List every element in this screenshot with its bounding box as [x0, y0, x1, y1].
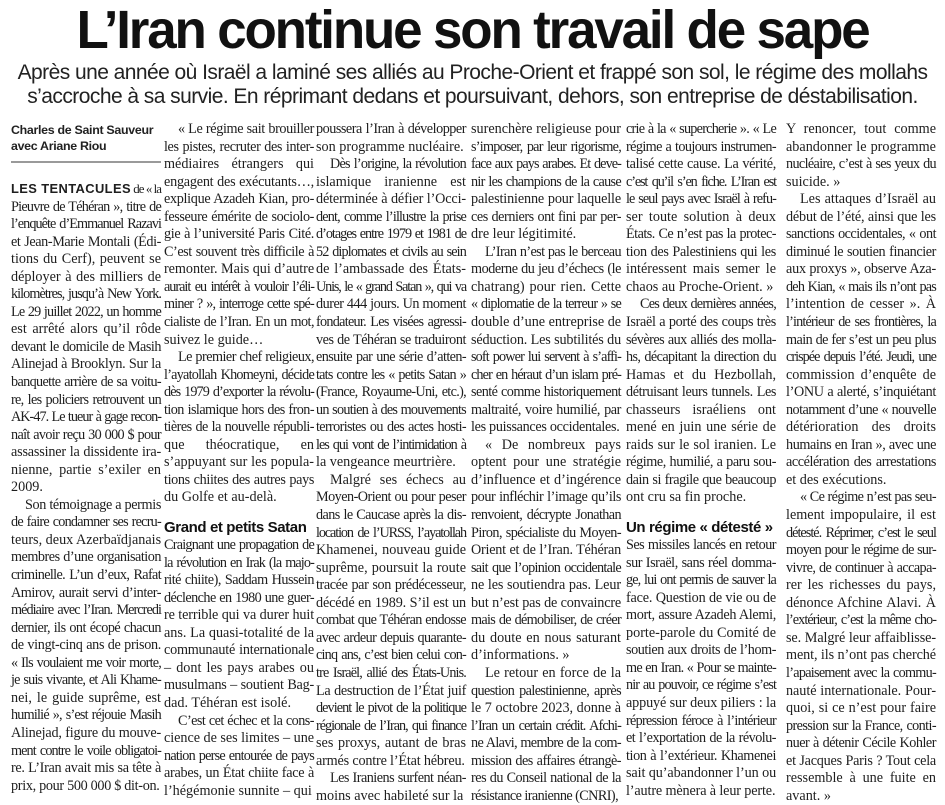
paragraph — [164, 713, 314, 801]
text-line: le seul pays avec Israël à refu- — [626, 191, 776, 208]
text-line: hs, décapitant la direction du — [626, 349, 776, 366]
text-line: arabes, un État chiite face à — [164, 765, 314, 782]
text-line: nuer à détenir Cécile Kohler — [786, 735, 936, 752]
text-line: Alinejad, figure du mouve- — [11, 724, 161, 741]
text-line: détesté. Réprimer, c’est le seul — [786, 524, 936, 541]
text-line: Khamenei, nouveau guide — [316, 542, 466, 559]
text-line: Le retour en force de la — [485, 664, 621, 681]
text-line: régime a toujours instrumen- — [626, 138, 776, 155]
text-line: Craignant une propagation de — [164, 537, 314, 554]
text-line: dernier, ils ont écopé chacun — [11, 619, 161, 636]
text-line: sait que l’opinion occidentale — [471, 559, 621, 576]
text-line: Son témoignage a permis — [25, 496, 161, 513]
text-line: répression féroce à l’intérieur — [626, 712, 776, 729]
text-line: dénonce Afchine Alavi. À — [786, 594, 936, 611]
text-line: l’ayatollah Khomeyni, décide — [164, 366, 314, 383]
text-line: renvoient, décrypte Jonathan — [471, 507, 621, 524]
text-line: et l’exportation de la révolu- — [626, 730, 776, 747]
text-line: dans le Caucase après la dis- — [316, 507, 466, 524]
text-line: double d’une entreprise de — [471, 314, 621, 331]
text-line: C’est souvent très difficile à — [164, 243, 314, 260]
column-1 — [11, 112, 162, 794]
text-line: diminué le soutien financier — [786, 243, 936, 260]
text-line: porte-parole du Comité de — [626, 624, 776, 641]
text-line: aux proxys », observe Aza- — [786, 261, 936, 278]
text-line: régionale de l’Iran, qui finance — [316, 717, 466, 734]
text-line: rer les richesses du pays, — [786, 577, 936, 594]
text-line: res du Conseil national de la — [471, 770, 621, 787]
text-line: États. Ce n’est pas la protec- — [626, 226, 776, 243]
text-line: pour infléchir l’image qu’ils — [471, 489, 621, 506]
text-line: rité chiite), Saddam Hussein — [164, 572, 314, 589]
text-line: Moyen-Orient ou pour peser — [316, 489, 466, 506]
text-line: intéressent mais semer le — [626, 261, 776, 278]
text-line: nauté internationale. Pour- — [786, 682, 936, 699]
text-line: détruisant leurs tunnels. Les — [626, 384, 776, 401]
text-line: Ses missiles lancés en retour — [626, 537, 776, 554]
text-line: tières de la nouvelle républi- — [164, 419, 314, 436]
text-line: Les attaques d’Israël au — [800, 191, 936, 208]
text-line: Le 29 juillet 2022, un homme — [11, 303, 161, 320]
text-line: l’intention de cesser ». À — [786, 296, 936, 313]
paragraph — [471, 121, 621, 244]
paragraph — [471, 437, 621, 665]
text-line: c’est qu’il s’en fiche. L’Iran est — [626, 173, 776, 190]
text-line: se. Malgré leur affaiblisse- — [786, 629, 936, 646]
text-line: sanctions occidentales, « ont — [786, 226, 936, 243]
text-line: abandonner le programme — [786, 138, 936, 155]
text-line: « diplomatie de la terreur » se — [471, 296, 621, 313]
text-line: ne les soutiendra pas. Leur — [471, 577, 621, 594]
text-line: mort, assure Azadeh Alemi, — [626, 607, 776, 624]
text-line: face aux pays arabes. Et deve- — [471, 156, 621, 173]
text-line: l’ONU a alerté, s’inquiétant — [786, 384, 936, 401]
text-line: optent pour une stratégie — [471, 454, 621, 471]
text-line: médiaire avec l’Iran. Mercredi — [11, 602, 161, 619]
text-line: s’imposer, par leur rigorisme, — [471, 138, 621, 155]
text-line: le 7 octobre 2023, donne à — [471, 700, 621, 717]
text-line: dad. Téhéran est isolé. — [164, 694, 291, 711]
text-line: raids sur le sol iranien. Le — [626, 436, 776, 453]
text-line: membres d’une organisation — [11, 549, 161, 566]
text-line: les pistes, recruter des inter- — [164, 138, 314, 155]
text-line: nir les champions de la cause — [471, 173, 621, 190]
paragraph — [316, 156, 466, 472]
paragraph — [11, 497, 161, 795]
text-line: tion islamique hors des fron- — [164, 401, 314, 418]
text-line: l’extérieur, c’est la même cho- — [786, 612, 936, 629]
text-line: durer 444 jours. Un moment — [316, 296, 466, 313]
text-line: les qui vont de l’intimidation à — [316, 436, 466, 453]
text-line: Piron, spécialiste du Moyen- — [471, 524, 621, 541]
text-line: cinq ans, c’est bien celui con- — [316, 647, 466, 664]
byline — [11, 122, 161, 154]
text-line: 2009. — [11, 479, 43, 496]
text-line: humilié », s’est réjouie Masih — [11, 707, 161, 724]
text-line: mais de démobiliser, de créer — [471, 612, 621, 629]
text-line: appuyé sur deux piliers : la — [626, 694, 776, 711]
paragraph — [164, 537, 314, 712]
text-line: remonter. Mais qui d’autre — [164, 261, 315, 278]
text-line: tats contre les « petits Satan » — [316, 366, 466, 383]
text-line: je suis vivante, et Ali Khame- — [11, 672, 161, 689]
text-line: cialiste de l’Iran. En un mot, — [164, 314, 314, 331]
text-line: dent, comme l’illustre la prise — [316, 208, 466, 225]
text-line: AK-47. Le tueur à gage recon- — [11, 409, 161, 426]
text-line: palestinienne pour laquelle — [471, 191, 621, 208]
column-2 — [164, 112, 315, 799]
text-line: L’Iran n’est pas le berceau — [485, 243, 621, 260]
text-line: Pieuvre de Téhéran », titre de — [11, 198, 161, 215]
paragraph — [471, 244, 621, 437]
text-line: médiaires étrangers qui — [164, 156, 314, 173]
paragraph — [164, 121, 314, 349]
headline: L’Iran continue son travail de sape — [76, 0, 869, 60]
text-line: dre leur légitimité. — [471, 226, 577, 243]
text-line: miner ? », interroge cette spé- — [164, 296, 314, 313]
column-3 — [316, 112, 466, 804]
text-line: criminelle. L’un d’eux, Rafat — [11, 567, 161, 584]
text-line: 52 diplomates et civils au sein — [316, 243, 466, 260]
text-line: me en Iran. « Pour se mainte- — [626, 659, 776, 676]
text-line: suivez le guide… — [164, 331, 264, 348]
text-line: cher en héraut d’un islam pré- — [471, 366, 621, 383]
text-line: gie à l’université Paris Cité. — [164, 226, 314, 243]
text-line: notamment d’une « nouvelle — [786, 401, 936, 418]
text-line: question palestinienne, après — [471, 682, 621, 699]
text-line: lement impopulaire, il est — [786, 507, 936, 524]
subheading: Un régime « détesté » — [626, 519, 773, 537]
text-line: soft power lui servent à s’affi- — [471, 349, 621, 366]
text-line: re, les policiers retrouvent un — [11, 391, 161, 408]
text-line: – dont les pays arabes ou — [164, 659, 314, 676]
text-line: communauté internationale — [164, 642, 314, 659]
column-5 — [626, 112, 777, 799]
text-line: du Golfe et au-delà. — [164, 489, 277, 506]
co-author-name: avec Ariane Riou — [11, 139, 107, 153]
text-line: tions du Cerf), peuvent se — [11, 251, 161, 268]
text-line: pression sur la France, conti- — [786, 717, 936, 734]
text-line: s’appuyant sur les popula- — [164, 454, 314, 471]
text-line: nation perse entourée de pays — [164, 747, 314, 764]
text-line: mission des affaires étrangè- — [471, 752, 621, 769]
text-line: Israël a porté des coups très — [626, 314, 776, 331]
text-line: déterminée à défier l’Occi- — [316, 191, 466, 208]
paragraph — [316, 121, 466, 156]
text-line: sur Israël, sans réel domma- — [626, 554, 776, 571]
text-line: soutien aux droits de l’hom- — [626, 642, 776, 659]
text-line: son programme nucléaire. — [316, 138, 464, 155]
text-line: « Ce régime n’est pas seu- — [800, 489, 936, 506]
text-line: cience de ses limites – une — [164, 730, 314, 747]
text-line — [11, 180, 161, 199]
text-line: d’informations. » — [471, 647, 570, 664]
column-6 — [786, 112, 936, 804]
deck-line: Après une année où Israël a laminé ses alliés au Proche-Orient et frappé son sol, le régime des mollahs — [17, 61, 928, 84]
text-line: re terrible qui va durer huit — [164, 607, 314, 624]
text-line: face. Question de vie ou de — [626, 589, 776, 606]
text-line: moderne du jeu d’échecs (le — [471, 261, 621, 278]
text-line: séduction. Les subtilités du — [471, 331, 621, 348]
text-line: surenchère religieuse pour — [471, 121, 621, 137]
text-line: et Jean-Marie Montali (Édi- — [11, 233, 161, 250]
text-line: l’intérieur de ses frontières, la — [786, 314, 936, 331]
text-line: de faire condamner ses recru- — [11, 514, 161, 531]
text-line: avec ardeur depuis quarante- — [316, 629, 466, 646]
text-line: terroristes ou des actes hosti- — [316, 419, 466, 436]
text-line: sait qu’abandonner l’un ou — [626, 765, 777, 782]
text-line: kilomètres, jusqu’à New York. — [11, 286, 161, 303]
text-line: (France, Royaume-Uni, etc.), — [316, 384, 466, 401]
text-line: la révolution en Irak (la majo- — [164, 554, 314, 571]
text-line: résistance iranienne (CNRI), — [471, 787, 619, 804]
text-line: dain si fragile que beaucoup — [626, 471, 776, 488]
text-line: tion des Palestiniens qui les — [626, 243, 776, 260]
lead-in: LES TENTACULES — [11, 181, 131, 196]
text-line: moins avec habileté sur la — [316, 787, 464, 804]
text-line: crispée depuis l’été. Jeudi, une — [786, 349, 936, 366]
text-line: moyen pour le régime de sur- — [786, 542, 936, 559]
author-name: Charles de Saint Sauveur — [11, 123, 154, 137]
text-line: Malgré ses échecs au — [330, 471, 466, 488]
text-line: ser toute solution à deux — [626, 208, 776, 225]
text-line: main de fer s’est un peu plus — [786, 331, 936, 348]
text-line: début de l’été, ainsi que les — [786, 208, 936, 225]
text-line: ves de Téhéran se traduiront — [316, 331, 466, 348]
text-line: La destruction de l’État juif — [316, 682, 466, 699]
text-line: dès 1979 d’exporter la révolu- — [164, 384, 314, 401]
text-line: « Ils voulaient me voir morte, — [11, 654, 161, 671]
text-line: fondateur. Les visées agressi- — [316, 314, 466, 331]
text-line: but n’est pas de convaincre — [471, 594, 621, 611]
paragraph — [471, 665, 621, 805]
text-line: ses proxys, autant de bras — [316, 735, 466, 752]
text-line: l’hégémonie sunnite – qui — [164, 782, 312, 799]
text-line: talisé cette cause. La vérité, — [626, 156, 776, 173]
text-line: ensuite par une série d’atten- — [316, 349, 466, 366]
text-line: C’est cet échec et la cons- — [178, 712, 314, 729]
text-line: de vingt-cinq ans de prison. — [11, 637, 161, 654]
column-4 — [471, 112, 621, 804]
text-line: nei, le guide suprême, est — [11, 689, 161, 706]
text-line: engagent des exécutants…, — [164, 173, 314, 190]
text-line: déclenche en 1980 une guer- — [164, 589, 314, 606]
text-line: d’otages entre 1979 et 1981 de — [316, 226, 466, 243]
text-line: ment contre le voile obligatoi- — [11, 742, 161, 759]
text-line: accélération des arrestations — [786, 454, 936, 471]
text-line: suprême, poursuit la route — [316, 559, 466, 576]
deck-line: s’accroche à sa survie. En réprimant dedans et poursuivant, dehors, son entreprise de déstabilisation. — [27, 84, 918, 108]
text-line: aurait eu intérêt à vouloir l’éli- — [164, 278, 314, 295]
text-line: est arrêté alors qu’il rôde — [11, 321, 161, 338]
text-line: sévères aux alliés des molla- — [626, 331, 776, 348]
text-line: musulmans – soutient Bag- — [164, 677, 314, 694]
text-line: ge, lui ont permis de sauver la — [626, 572, 776, 589]
text-line: d’influence et d’ingérence — [471, 471, 621, 488]
text-line: tracée par son prédécesseur, — [316, 577, 466, 594]
text-line: Y renoncer, tout comme — [786, 121, 936, 137]
text-line: re. L’Iran avait mis sa tête à — [11, 760, 161, 777]
paragraph — [164, 349, 314, 507]
text-line: ressemble à une fuite en — [786, 770, 936, 787]
text-line: islamique iranienne est — [316, 173, 466, 190]
text-line: Ces deux dernières années, — [640, 296, 776, 313]
paragraph — [786, 121, 936, 191]
text-line: vivre, de continuer à accapa- — [786, 559, 936, 576]
text-line: tre Israël, allié des États-Unis. — [316, 664, 466, 681]
text-line: ces derniers ont fini par per- — [471, 208, 621, 225]
text-line: explique Azadeh Kian, pro- — [164, 191, 314, 208]
text-line: et des exécutions. — [786, 471, 887, 488]
text-line: Dès l’origine, la révolution — [330, 156, 466, 173]
text-line: quoi, si ce n’est pour faire — [786, 700, 936, 717]
text-line: avant. » — [786, 787, 831, 804]
text-line: Alinejad à Brooklyn. Sur la — [11, 356, 161, 373]
text-line: Les Iraniens surfent néan- — [330, 770, 466, 787]
text-line: chatrang) pour rien. Cette — [471, 278, 621, 295]
paragraph — [316, 770, 466, 805]
text-line: l’apaisement avec la commu- — [786, 664, 936, 681]
text-line: un soutien à des mouvements — [316, 401, 466, 418]
paragraph — [626, 121, 776, 296]
text-line: banquette arrière de sa voitu- — [11, 374, 161, 391]
paragraph — [626, 537, 776, 800]
text-line: tion à l’extérieur. Khamenei — [626, 747, 776, 764]
text-line: maltraité, voire humilié, par — [471, 401, 621, 418]
text-line: crie à la « supercherie ». « Le — [626, 121, 776, 137]
text-line: fesseure émérite de sociolo- — [164, 208, 314, 225]
text-line: chasseurs israéliens ont — [626, 401, 776, 418]
lead-in-continuation: de « la — [130, 182, 162, 196]
text-line: tions chiites des autres pays — [164, 471, 314, 488]
text-line: ont cru sa fin proche. — [626, 489, 747, 506]
text-line: l’Iran un certain crédit. Afchi- — [471, 717, 621, 734]
paragraph — [786, 191, 936, 489]
text-line: « De nombreux pays — [485, 436, 621, 453]
paragraph — [786, 489, 936, 805]
subheading: Grand et petits Satan — [164, 519, 307, 537]
text-line: la vengeance meurtrière. — [316, 454, 456, 471]
text-line: assassiner la dissidente ira- — [11, 444, 161, 461]
byline-rule — [11, 161, 161, 163]
text-line: devient le pivot de la politique — [316, 700, 466, 717]
text-line: naît avoir reçu 30 000 $ pour — [11, 426, 161, 443]
text-line: Le premier chef religieux, — [178, 349, 314, 366]
text-line: ment, ils n’ont pas cherché — [786, 647, 936, 664]
text-line: chaos au Proche-Orient. » — [626, 278, 774, 295]
text-line: senté comme historiquement — [471, 384, 621, 401]
text-line: nir au pouvoir, ce régime s’est — [626, 677, 776, 694]
text-line: Amirov, aurait servi d’inter- — [11, 584, 161, 601]
text-line: l’enquête d’Emmanuel Razavi — [11, 216, 161, 233]
text-line: prix, pour 500 000 $ dit-on. — [11, 777, 160, 794]
text-line: nucléaire, c’est à ses yeux du — [786, 156, 936, 173]
text-line: devant le domicile de Masih — [11, 338, 161, 355]
paragraph — [316, 472, 466, 770]
paragraph — [626, 296, 776, 507]
text-line: déployer à des milliers de — [11, 268, 161, 285]
text-line: mené en juin une série de — [626, 419, 776, 436]
text-line: teurs, deux Azerbaïdjanais — [11, 531, 162, 548]
text-line: l’autre mènera à leur perte. — [626, 782, 776, 799]
text-line: Orient et de l’Iran. Téhéran — [471, 542, 621, 559]
text-line: décédé en 1989. S’il est un — [316, 594, 466, 611]
text-line: humains en Iran », avec une — [786, 436, 936, 453]
text-line: location de l’URSS, l’ayatollah — [316, 524, 466, 541]
text-line: combat que Téhéran endosse — [316, 612, 466, 629]
text-line: du doute en nous saturant — [471, 629, 621, 646]
text-line: les puissances occidentales. — [471, 419, 620, 436]
text-line: Unis, le « grand Satan », qui va — [316, 278, 466, 295]
deck — [0, 61, 945, 108]
text-line: armés contre l’État hébreu. — [316, 752, 465, 769]
text-line: nienne, partie s’exiler en — [11, 461, 161, 478]
text-line: que théocratique, en — [164, 436, 314, 453]
text-line: commission d’enquête de — [786, 366, 936, 383]
text-line: suicide. » — [786, 173, 841, 190]
text-line: poussera l’Iran à développer — [316, 121, 466, 137]
text-line: régime, humilié, a paru sou- — [626, 454, 776, 471]
paragraph — [11, 180, 161, 497]
text-line: deh Kian, « mais ils n’ont pas — [786, 278, 936, 295]
text-line: Hamas et du Hezbollah, — [626, 366, 776, 383]
text-line: de l’ambassade des États- — [316, 261, 466, 278]
text-line: et Jacques Paris ? Tout cela — [786, 752, 936, 769]
text-line: ne Alavi, membre de la com- — [471, 735, 621, 752]
text-line: ans. La quasi-totalité de la — [164, 624, 314, 641]
text-line: détérioration des droits — [786, 419, 936, 436]
text-line: « Le régime sait brouiller — [178, 121, 314, 137]
